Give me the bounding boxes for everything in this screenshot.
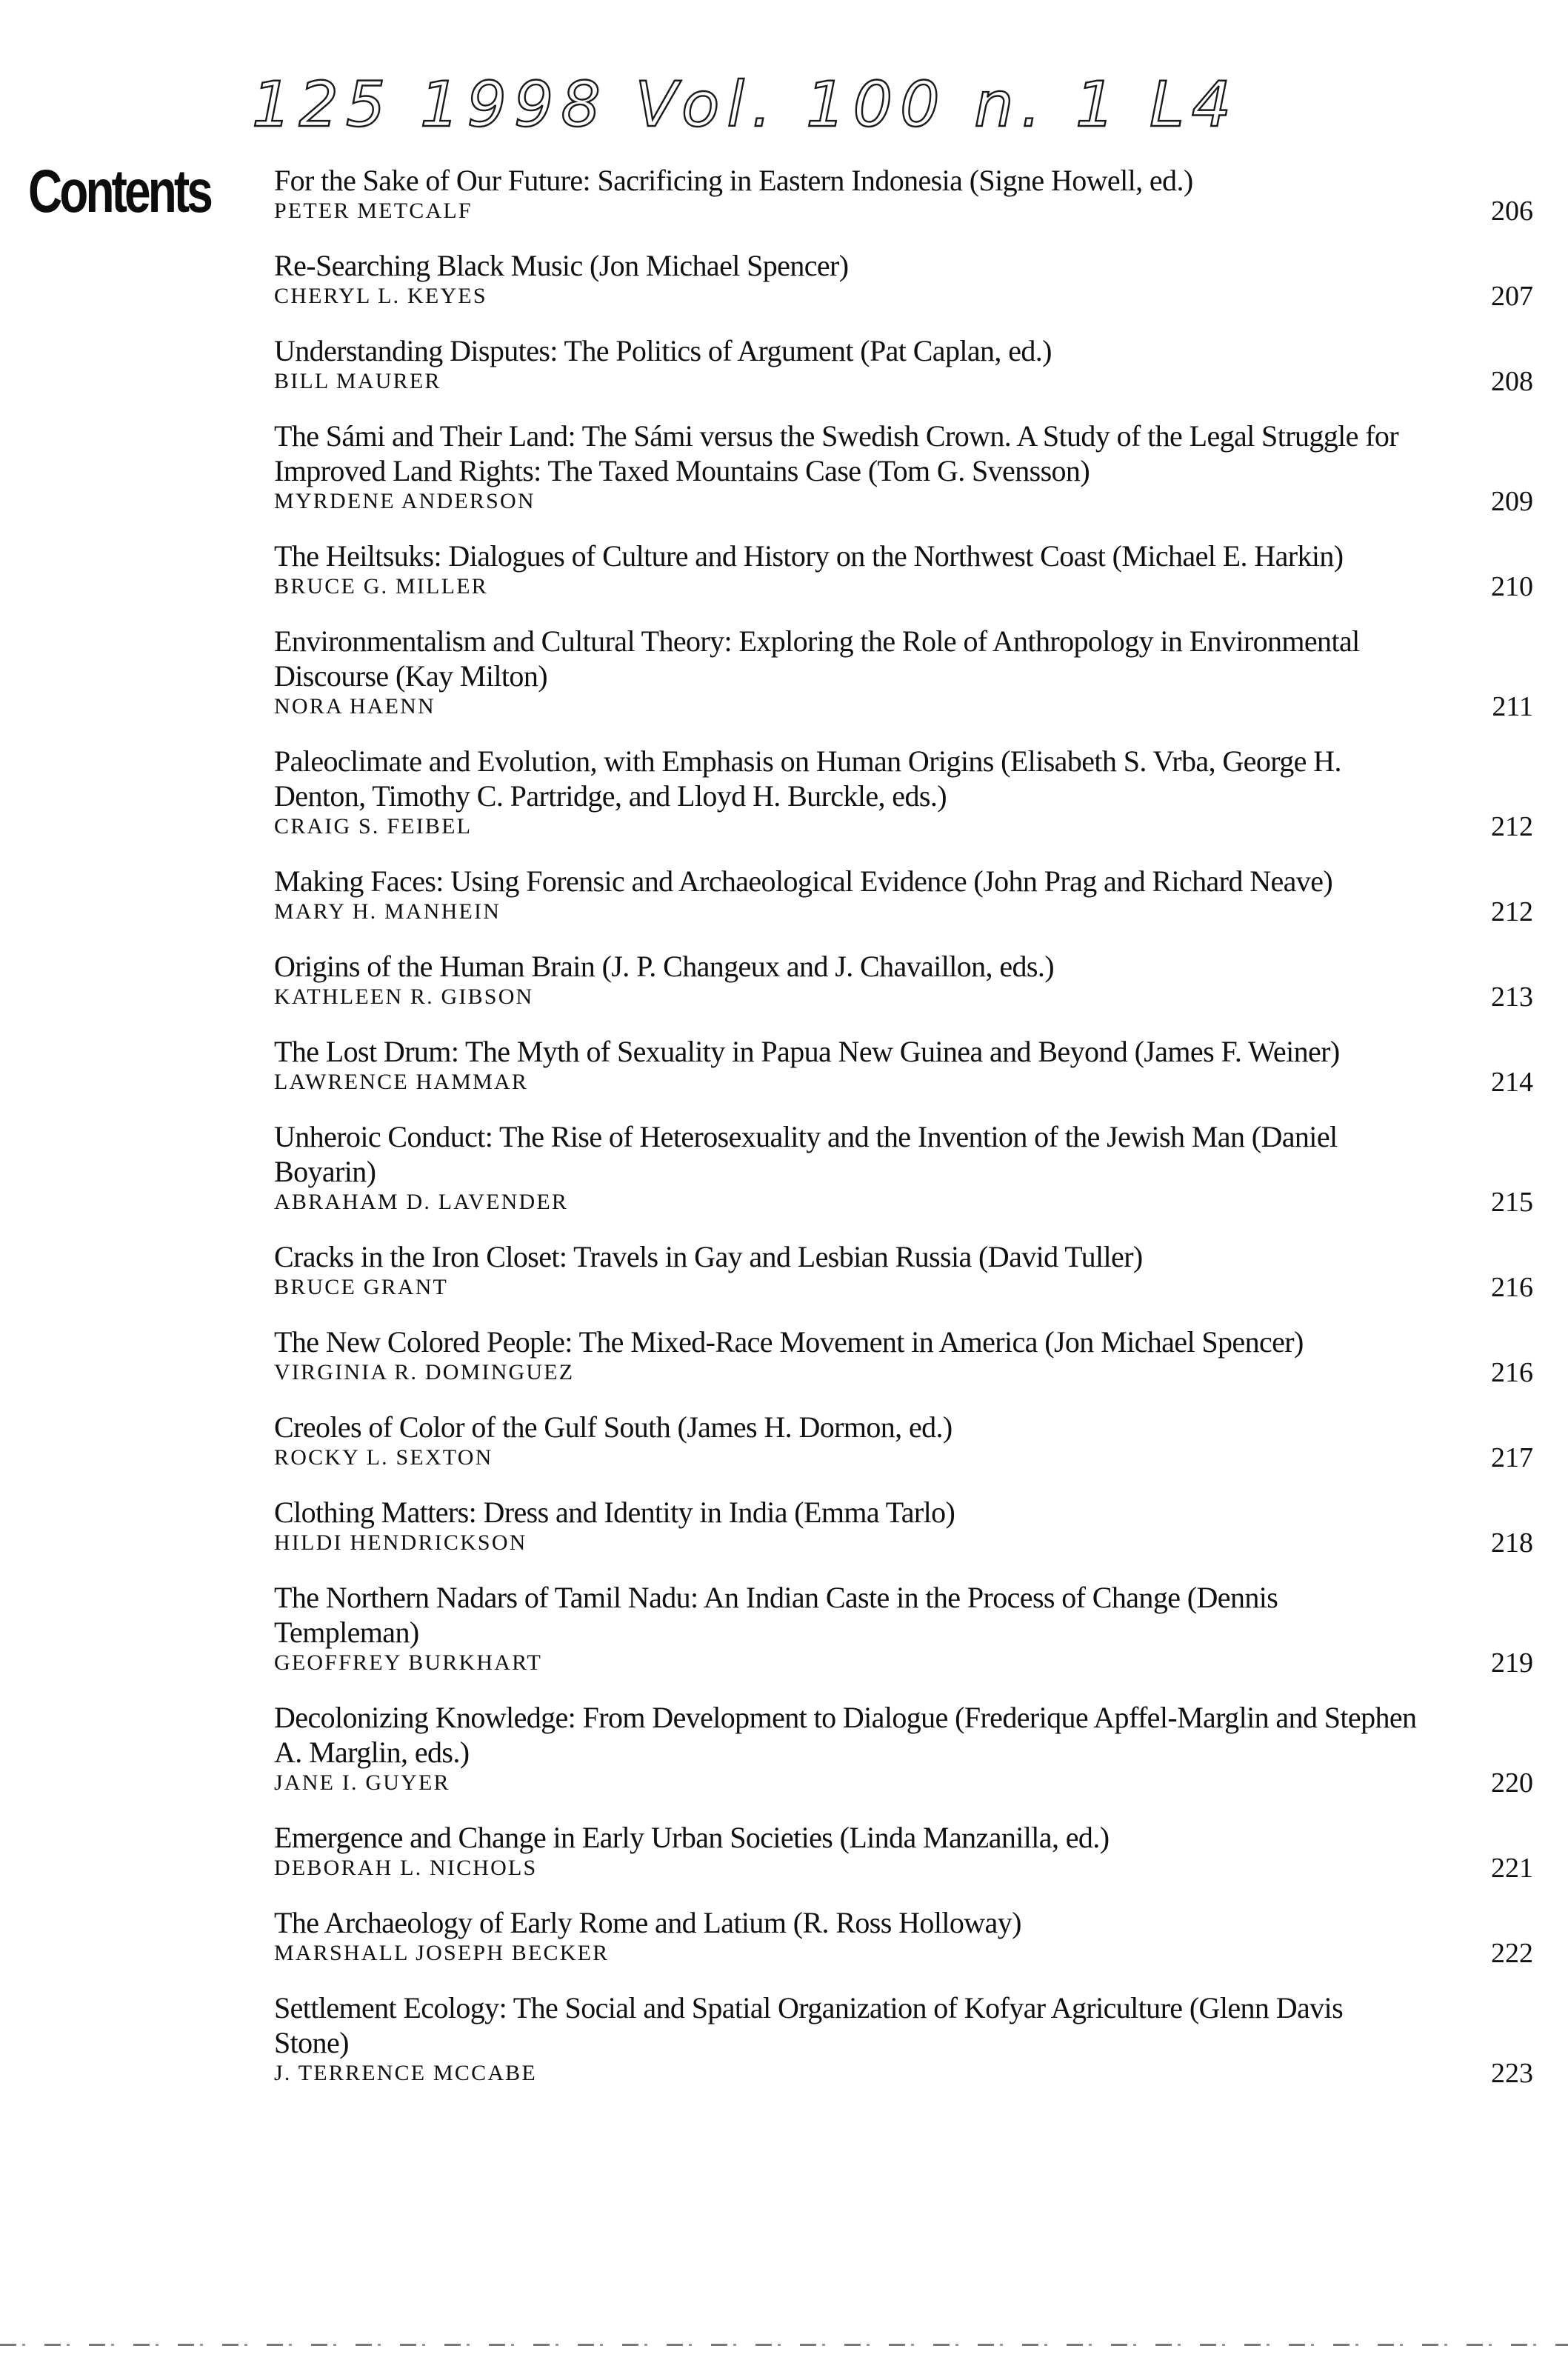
handwritten-annotation <box>244 52 1355 148</box>
entry-title: Understanding Disputes: The Politics of Argument (Pat Caplan, ed.) <box>274 334 1052 367</box>
contents-entry <box>274 1239 1533 1301</box>
entry-page-number: 213 <box>1491 981 1533 1013</box>
entry-reviewer: ABRAHAM D. LAVENDER <box>274 1190 569 1214</box>
entry-reviewer: KATHLEEN R. GIBSON <box>274 984 534 1009</box>
entry-reviewer: GEOFFREY BURKHART <box>274 1650 543 1675</box>
entry-reviewer: MARY H. MANHEIN <box>274 899 501 924</box>
entry-reviewer: MARSHALL JOSEPH BECKER <box>274 1941 610 1965</box>
entry-reviewer: MYRDENE ANDERSON <box>274 489 536 513</box>
entry-page-number: 217 <box>1491 1442 1533 1473</box>
entry-page-number: 222 <box>1491 1938 1533 1969</box>
handwritten-annotation-text: 125 1998 Vol. 100 n. 1 L4 <box>252 68 1239 141</box>
entry-title: The Heiltsuks: Dialogues of Culture and History on the Northwest Coast (Michael E. Harkin) <box>274 539 1344 573</box>
entry-reviewer: HILDI HENDRICKSON <box>274 1530 527 1555</box>
entry-reviewer: NORA HAENN <box>274 694 436 719</box>
contents-entry <box>274 1580 1533 1679</box>
entry-page-number: 211 <box>1492 691 1533 722</box>
entry-reviewer: ROCKY L. SEXTON <box>274 1445 493 1470</box>
entry-page-number: 210 <box>1491 571 1533 602</box>
contents-entry <box>274 1700 1533 1799</box>
entry-title: Environmentalism and Cultural Theory: Exploring the Role of Anthropology in Environmental Discourse (Kay Milton) <box>274 624 1360 693</box>
contents-entry <box>274 1410 1533 1471</box>
entry-title: The Sámi and Their Land: The Sámi versus the Swedish Crown. A Study of the Legal Struggle for Improved Land Rights: The Taxed Mountains Case (Tom G. Svensson) <box>274 419 1399 487</box>
contents-entry <box>274 744 1533 840</box>
contents-entry <box>274 248 1533 310</box>
contents-entry <box>274 163 1533 227</box>
entry-title: Cracks in the Iron Closet: Travels in Gay and Lesbian Russia (David Tuller) <box>274 1240 1143 1273</box>
entry-page-number: 212 <box>1491 811 1533 842</box>
entry-title: Clothing Matters: Dress and Identity in India (Emma Tarlo) <box>274 1496 955 1529</box>
entry-reviewer: VIRGINIA R. DOMINGUEZ <box>274 1360 575 1384</box>
contents-entry <box>274 1820 1533 1882</box>
entry-page-number: 221 <box>1491 1853 1533 1884</box>
entry-title: The Archaeology of Early Rome and Latium (R. Ross Holloway) <box>274 1906 1021 1939</box>
entry-title: Unheroic Conduct: The Rise of Heterosexuality and the Invention of the Jewish Man (Daniel Boyarin) <box>274 1120 1338 1188</box>
entry-title: Settlement Ecology: The Social and Spatial Organization of Kofyar Agriculture (Glenn Davis Stone) <box>274 1991 1344 2059</box>
entry-reviewer: J. TERRENCE MCCABE <box>274 2061 537 2085</box>
scan-edge-rule <box>0 2344 1568 2346</box>
entry-title: Decolonizing Knowledge: From Development to Dialogue (Frederique Apffel-Marglin and Stephen A. Marglin, eds.) <box>274 1701 1417 1769</box>
entry-title: Creoles of Color of the Gulf South (James H. Dormon, ed.) <box>274 1410 953 1444</box>
entry-reviewer: BRUCE GRANT <box>274 1275 449 1299</box>
contents-entry <box>274 1119 1533 1216</box>
contents-entry <box>274 624 1533 720</box>
contents-entry <box>274 1990 1533 2087</box>
contents-entry <box>274 539 1533 600</box>
contents-entry <box>274 333 1533 395</box>
entry-page-number: 219 <box>1491 1647 1533 1679</box>
page-title: Contents <box>28 158 210 225</box>
entry-page-number: 206 <box>1491 196 1533 227</box>
entry-title: Origins of the Human Brain (J. P. Changeux and J. Chavaillon, eds.) <box>274 950 1054 983</box>
entry-page-number: 209 <box>1491 486 1533 517</box>
entry-title: The Lost Drum: The Myth of Sexuality in Papua New Guinea and Beyond (James F. Weiner) <box>274 1035 1340 1068</box>
entry-title: Re-Searching Black Music (Jon Michael Spencer) <box>274 249 849 282</box>
entry-title: The Northern Nadars of Tamil Nadu: An Indian Caste in the Process of Change (Dennis Templeman) <box>274 1581 1278 1649</box>
entry-title: Making Faces: Using Forensic and Archaeological Evidence (John Prag and Richard Neave) <box>274 864 1333 898</box>
contents-entry <box>274 1905 1533 1967</box>
entry-title: Emergence and Change in Early Urban Societies (Linda Manzanilla, ed.) <box>274 1821 1110 1854</box>
entry-page-number: 207 <box>1491 281 1533 312</box>
contents-entry <box>274 1034 1533 1096</box>
contents-entry <box>274 864 1533 925</box>
entry-page-number: 215 <box>1491 1187 1533 1218</box>
entry-page-number: 216 <box>1491 1272 1533 1303</box>
entry-page-number: 208 <box>1491 366 1533 397</box>
contents-entry <box>274 1495 1533 1559</box>
entry-page-number: 216 <box>1491 1357 1533 1388</box>
contents-entry <box>274 1324 1533 1386</box>
entry-page-number: 220 <box>1491 1767 1533 1799</box>
entry-reviewer: CHERYL L. KEYES <box>274 284 487 308</box>
entry-reviewer: CRAIG S. FEIBEL <box>274 814 473 839</box>
entry-page-number: 214 <box>1491 1067 1533 1098</box>
entry-reviewer: PETER METCALF <box>274 199 473 223</box>
entry-reviewer: BRUCE G. MILLER <box>274 574 488 599</box>
entry-page-number: 218 <box>1491 1527 1533 1559</box>
entry-title: For the Sake of Our Future: Sacrificing in Eastern Indonesia (Signe Howell, ed.) <box>274 164 1193 197</box>
contents-entry <box>274 949 1533 1013</box>
contents-list <box>274 163 1533 2110</box>
entry-title: The New Colored People: The Mixed-Race Movement in America (Jon Michael Spencer) <box>274 1325 1304 1359</box>
contents-entry <box>274 419 1533 515</box>
entry-reviewer: LAWRENCE HAMMAR <box>274 1070 529 1094</box>
entry-reviewer: JANE I. GUYER <box>274 1770 450 1795</box>
entry-title: Paleoclimate and Evolution, with Emphasis on Human Origins (Elisabeth S. Vrba, George H. Denton, Timothy C. Partridge, and Lloyd H. Burckle, eds.) <box>274 744 1341 813</box>
entry-page-number: 212 <box>1491 896 1533 927</box>
entry-page-number: 223 <box>1491 2058 1533 2089</box>
entry-reviewer: BILL MAURER <box>274 369 441 393</box>
entry-reviewer: DEBORAH L. NICHOLS <box>274 1856 538 1880</box>
